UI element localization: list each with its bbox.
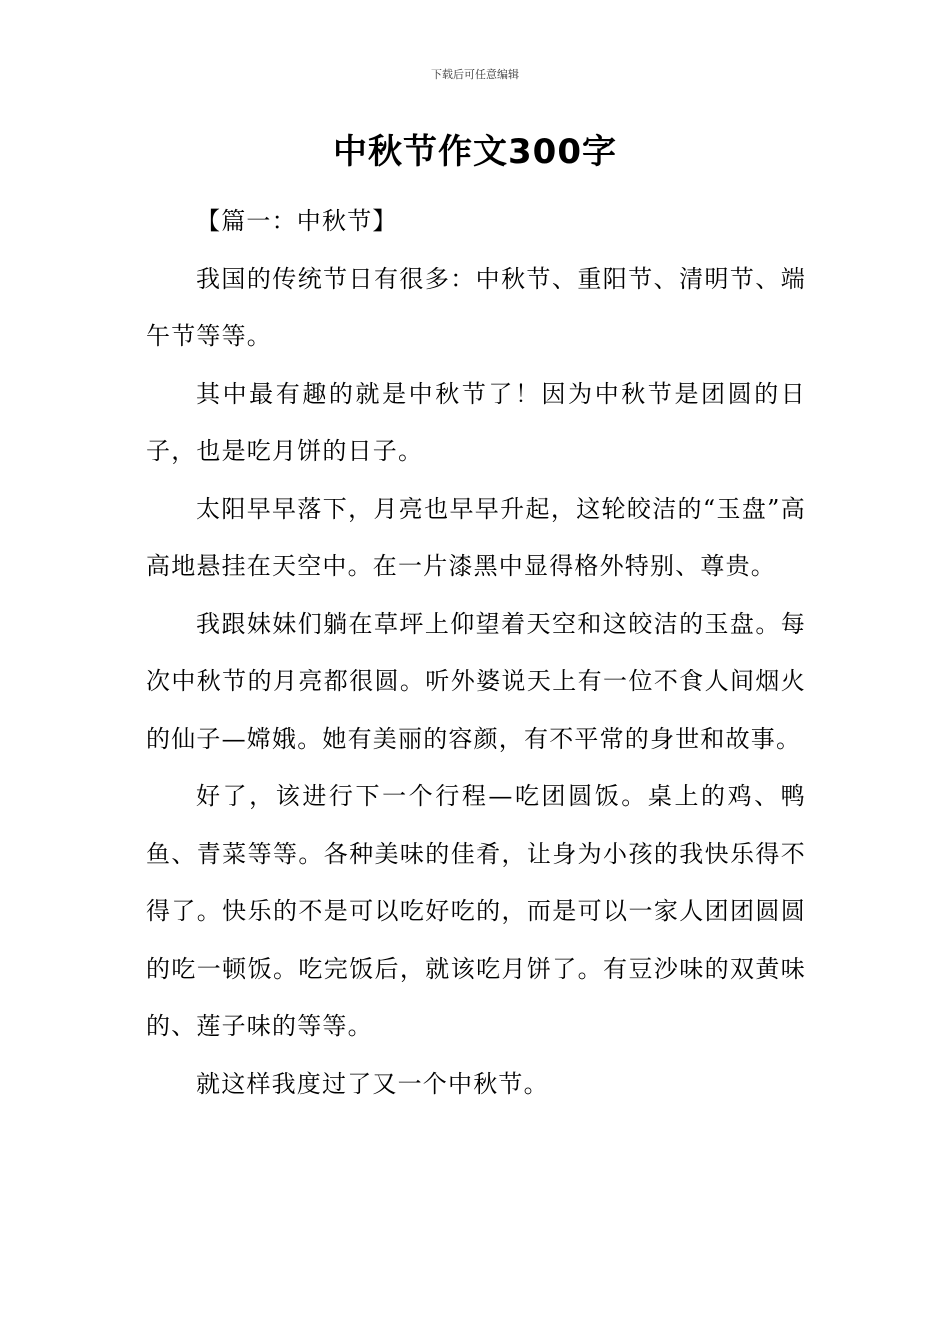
paragraph: 我国的传统节日有很多：中秋节、重阳节、清明节、端午节等等。 xyxy=(146,264,806,350)
document-body xyxy=(146,193,806,1113)
paragraph: 我跟妹妹们躺在草坪上仰望着天空和这皎洁的玉盘。每次中秋节的月亮都很圆。听外婆说天上有一位不食人间烟火的仙子—嫦娥。她有美丽的容颜，有不平常的身世和故事。 xyxy=(146,609,806,753)
paragraph: 就这样我度过了又一个中秋节。 xyxy=(196,1069,549,1098)
paragraph: 其中最有趣的就是中秋节了！因为中秋节是团圆的日子，也是吃月饼的日子。 xyxy=(146,379,806,465)
header-note: 下载后可任意编辑 xyxy=(431,68,519,81)
document-title: 中秋节作文300字 xyxy=(333,132,617,172)
paragraph: 太阳早早落下，月亮也早早升起，这轮皎洁的“玉盘”高高地悬挂在天空中。在一片漆黑中显得格外特别、尊贵。 xyxy=(146,494,806,580)
paragraph: 好了，该进行下一个行程—吃团圆饭。桌上的鸡、鸭鱼、青菜等等。各种美味的佳肴，让身为小孩的我快乐得不得了。快乐的不是可以吃好吃的，而是可以一家人团团圆圆的吃一顿饭。吃完饭后，就该吃月饼了。有豆沙味的双黄味的、莲子味的等等。 xyxy=(146,782,806,1040)
section-heading: 【篇一：中秋节】 xyxy=(196,207,398,235)
